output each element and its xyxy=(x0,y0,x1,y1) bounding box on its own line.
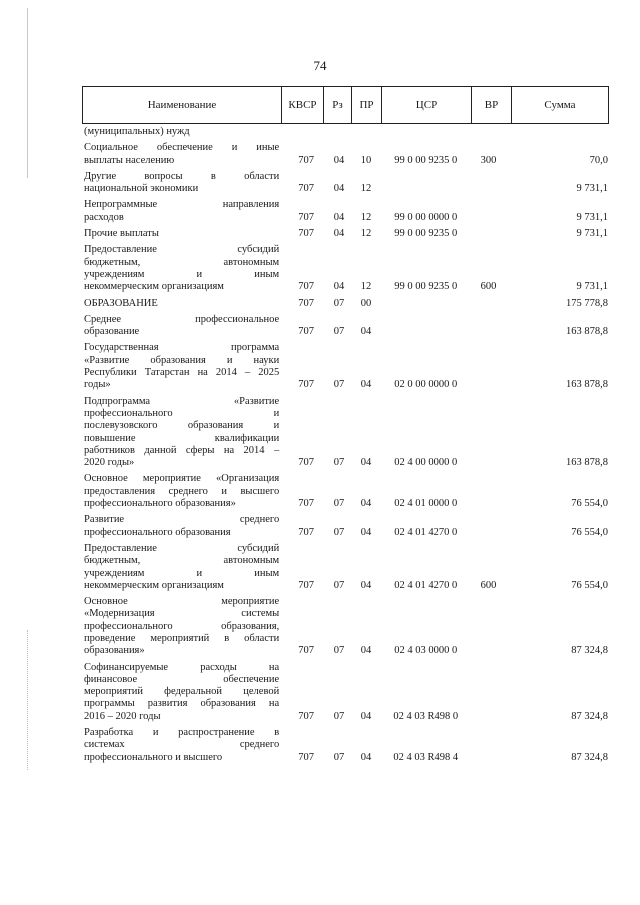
table-row xyxy=(82,543,608,592)
table-row xyxy=(82,473,608,510)
cell-kvsr: 707 xyxy=(298,710,315,722)
row-name-line: профессионального образования, xyxy=(84,620,280,632)
row-name-line: «Развитие образования и науки xyxy=(84,354,280,366)
row-name-line: бюджетным, автономным xyxy=(84,256,280,268)
row-name-line: Предоставление субсидий xyxy=(84,542,280,554)
row-name-line: Государственная программа xyxy=(84,342,280,354)
cell-rz: 04 xyxy=(333,281,345,293)
cell-sum: 9 731,1 xyxy=(576,281,609,293)
cell-rz: 07 xyxy=(333,379,345,391)
header-csr: ЦСР xyxy=(382,87,472,124)
row-name xyxy=(82,662,279,723)
row-name-line: профессионального и высшего xyxy=(84,751,223,763)
cell-sum: 163 878,8 xyxy=(566,379,609,391)
cell-pr: 04 xyxy=(360,326,372,338)
row-name-line: Социальное обеспечение и иные xyxy=(84,142,280,154)
margin-line xyxy=(27,8,28,178)
row-name-line: Республики Татарстан на 2014 – 2025 xyxy=(84,367,280,379)
page-number: 74 xyxy=(313,58,327,73)
cell-kvsr: 707 xyxy=(298,297,315,309)
table-row xyxy=(82,342,608,391)
cell-rz: 04 xyxy=(333,183,345,195)
row-name-line: образование xyxy=(84,326,140,338)
row-name-line: программы развития образования на xyxy=(84,698,280,710)
table-row xyxy=(82,662,608,723)
row-name xyxy=(82,473,279,510)
row-name-line: проведение мероприятий в области xyxy=(84,632,280,644)
cell-rz: 07 xyxy=(333,457,345,469)
cell-pr: 12 xyxy=(360,211,372,223)
row-name xyxy=(82,199,279,224)
cell-rz: 04 xyxy=(333,211,345,223)
cell-kvsr: 707 xyxy=(298,457,315,469)
cell-pr: 04 xyxy=(360,645,372,657)
table-row xyxy=(82,596,608,657)
cell-csr: 02 4 01 4270 0 xyxy=(394,526,458,538)
table-row xyxy=(82,244,608,293)
cell-sum: 76 554,0 xyxy=(571,498,609,510)
cell-kvsr: 707 xyxy=(298,211,315,223)
row-name-line: учреждениям и иным xyxy=(84,268,280,280)
cell-rz: 07 xyxy=(333,710,345,722)
margin-dots xyxy=(27,630,29,770)
table-row xyxy=(82,727,608,764)
cell-csr: 02 0 00 0000 0 xyxy=(394,379,458,391)
cell-sum: 9 731,1 xyxy=(576,183,609,195)
cell-vr: 600 xyxy=(480,281,497,293)
cell-csr: 02 4 01 0000 0 xyxy=(394,498,458,510)
row-name xyxy=(82,543,279,592)
row-name-line: профессионального образования xyxy=(84,526,231,538)
cell-csr: 02 4 00 0000 0 xyxy=(394,457,458,469)
row-name-line: Непрограммные направления xyxy=(84,199,280,211)
header-pr: ПР xyxy=(352,87,382,124)
cell-rz: 07 xyxy=(333,326,345,338)
row-name-line: годы» xyxy=(84,379,111,391)
row-name-line: Прочие выплаты xyxy=(84,228,159,240)
cell-rz: 07 xyxy=(333,645,345,657)
table-row xyxy=(82,298,608,310)
row-name-line: образования» xyxy=(84,645,145,657)
table-row xyxy=(82,171,608,196)
cell-kvsr: 707 xyxy=(298,379,315,391)
row-name-line: некоммерческим организациям xyxy=(84,281,224,293)
cell-rz: 07 xyxy=(333,526,345,538)
table-row xyxy=(82,142,608,167)
row-name xyxy=(82,514,279,539)
row-name-line: ОБРАЗОВАНИЕ xyxy=(84,297,158,309)
cell-sum: 163 878,8 xyxy=(566,457,609,469)
row-name-line: Основное мероприятие «Организация xyxy=(84,473,280,485)
cell-sum: 87 324,8 xyxy=(571,751,609,763)
cell-kvsr: 707 xyxy=(298,183,315,195)
header-vr: ВР xyxy=(472,87,512,124)
cell-rz: 07 xyxy=(333,751,345,763)
cell-sum: 9 731,1 xyxy=(576,228,609,240)
row-name-line: предоставления среднего и высшего xyxy=(84,485,280,497)
table-row xyxy=(82,314,608,339)
cell-rz: 04 xyxy=(333,228,345,240)
cell-pr: 04 xyxy=(360,498,372,510)
row-name xyxy=(82,228,279,240)
header-rz: Рз xyxy=(324,87,352,124)
header-name: Наименование xyxy=(83,87,282,124)
row-name-line: Среднее профессиональное xyxy=(84,313,280,325)
cell-sum: 87 324,8 xyxy=(571,710,609,722)
row-name xyxy=(82,142,279,167)
cell-rz: 04 xyxy=(333,154,345,166)
table-row xyxy=(82,228,608,240)
cell-pr: 04 xyxy=(360,710,372,722)
header-kvsr: КВСР xyxy=(282,87,324,124)
cell-pr: 00 xyxy=(360,297,372,309)
row-name-line: Разработка и распространение в xyxy=(84,727,280,739)
cell-pr: 04 xyxy=(360,526,372,538)
row-name-line: системах среднего xyxy=(84,739,280,751)
cell-csr: 02 4 03 0000 0 xyxy=(394,645,458,657)
cell-pr: 12 xyxy=(360,183,372,195)
cell-sum: 87 324,8 xyxy=(571,645,609,657)
row-name xyxy=(82,596,279,657)
row-name-line: некоммерческим организациям xyxy=(84,579,224,591)
row-name-line: финансовое обеспечение xyxy=(84,673,280,685)
cell-kvsr: 707 xyxy=(298,645,315,657)
table-row xyxy=(82,126,608,138)
row-name-line: Софинансируемые расходы на xyxy=(84,661,280,673)
row-name-line: расходов xyxy=(84,211,124,223)
cell-kvsr: 707 xyxy=(298,154,315,166)
row-name-line: Развитие среднего xyxy=(84,514,280,526)
row-name xyxy=(82,126,279,138)
cell-pr: 12 xyxy=(360,228,372,240)
cell-sum: 9 731,1 xyxy=(576,211,609,223)
cell-sum: 70,0 xyxy=(589,154,609,166)
row-name xyxy=(82,342,279,391)
cell-kvsr: 707 xyxy=(298,498,315,510)
row-name-line: учреждениям и иным xyxy=(84,567,280,579)
cell-vr: 600 xyxy=(480,579,497,591)
cell-csr: 02 4 01 4270 0 xyxy=(394,579,458,591)
row-name-line: Другие вопросы в области xyxy=(84,170,280,182)
table-row xyxy=(82,396,608,470)
cell-csr: 99 0 00 9235 0 xyxy=(394,154,458,166)
cell-rz: 07 xyxy=(333,498,345,510)
row-name-line: профессионального и xyxy=(84,407,280,419)
cell-vr: 300 xyxy=(480,154,497,166)
cell-sum: 76 554,0 xyxy=(571,579,609,591)
table-row xyxy=(82,514,608,539)
row-name-line: Предоставление субсидий xyxy=(84,244,280,256)
cell-csr: 99 0 00 0000 0 xyxy=(394,211,458,223)
row-name xyxy=(82,298,279,310)
row-name xyxy=(82,727,279,764)
cell-sum: 163 878,8 xyxy=(566,326,609,338)
cell-sum: 175 778,8 xyxy=(566,297,609,309)
row-name-line: (муниципальных) нужд xyxy=(84,126,190,137)
row-name-line: повышение квалификации xyxy=(84,432,280,444)
cell-kvsr: 707 xyxy=(298,526,315,538)
budget-rows xyxy=(82,126,608,768)
row-name-line: мероприятий федеральной целевой xyxy=(84,686,280,698)
row-name-line: выплаты населению xyxy=(84,154,175,166)
row-name-line: «Модернизация системы xyxy=(84,608,280,620)
row-name-line: 2016 – 2020 годы xyxy=(84,710,161,722)
cell-sum: 76 554,0 xyxy=(571,526,609,538)
cell-csr: 02 4 03 R498 0 xyxy=(393,710,459,722)
table-row xyxy=(82,199,608,224)
row-name xyxy=(82,244,279,293)
table-header xyxy=(82,86,609,124)
cell-kvsr: 707 xyxy=(298,579,315,591)
cell-kvsr: 707 xyxy=(298,281,315,293)
row-name-line: бюджетным, автономным xyxy=(84,555,280,567)
row-name xyxy=(82,396,279,470)
cell-pr: 10 xyxy=(360,154,372,166)
row-name-line: работников данной сферы на 2014 – xyxy=(84,444,280,456)
cell-rz: 07 xyxy=(333,297,345,309)
header-sum: Сумма xyxy=(512,87,609,124)
row-name-line: национальной экономики xyxy=(84,183,199,195)
cell-kvsr: 707 xyxy=(298,751,315,763)
row-name xyxy=(82,314,279,339)
row-name-line: 2020 годы» xyxy=(84,457,135,469)
cell-pr: 04 xyxy=(360,579,372,591)
cell-rz: 07 xyxy=(333,579,345,591)
cell-pr: 04 xyxy=(360,751,372,763)
cell-kvsr: 707 xyxy=(298,326,315,338)
row-name-line: Подпрограмма «Развитие xyxy=(84,395,280,407)
row-name-line: Основное мероприятие xyxy=(84,596,280,608)
cell-csr: 02 4 03 R498 4 xyxy=(393,751,459,763)
cell-pr: 04 xyxy=(360,457,372,469)
cell-pr: 12 xyxy=(360,281,372,293)
cell-pr: 04 xyxy=(360,379,372,391)
cell-csr: 99 0 00 9235 0 xyxy=(394,228,458,240)
cell-kvsr: 707 xyxy=(298,228,315,240)
row-name xyxy=(82,171,279,196)
row-name-line: профессионального образования» xyxy=(84,498,236,510)
row-name-line: послевузовского образования и xyxy=(84,420,280,432)
cell-csr: 99 0 00 9235 0 xyxy=(394,281,458,293)
